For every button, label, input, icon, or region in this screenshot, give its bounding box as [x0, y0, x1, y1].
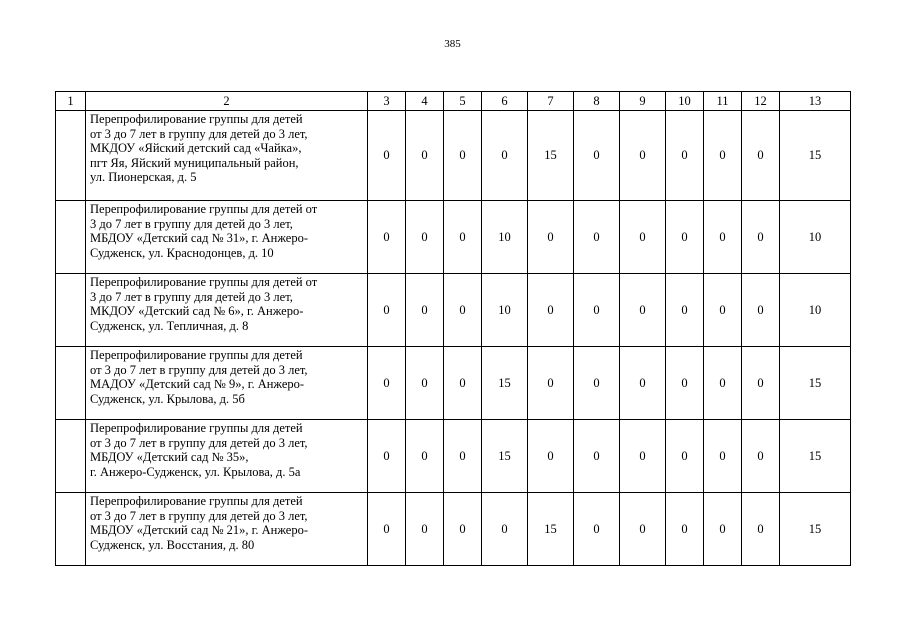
value-cell: 0 [666, 274, 704, 347]
value-cell: 0 [528, 201, 574, 274]
column-header: 1 [56, 92, 86, 111]
value-cell: 0 [528, 347, 574, 420]
value-cell: 0 [444, 111, 482, 201]
value-cell: 0 [620, 347, 666, 420]
description-line: МАДОУ «Детский сад № 9», г. Анжеро- [90, 377, 305, 392]
page-number: 385 [444, 38, 461, 50]
value-cell: 0 [406, 347, 444, 420]
row-index-cell [56, 274, 86, 347]
table-body [56, 111, 851, 566]
table-row [56, 201, 851, 274]
table-row [56, 420, 851, 493]
value-cell: 0 [742, 347, 780, 420]
value-cell: 0 [704, 420, 742, 493]
column-header: 5 [444, 92, 482, 111]
description-line: Перепрофилирование группы для детей [90, 494, 303, 508]
description-line: 3 до 7 лет в группу для детей до 3 лет, [90, 289, 293, 304]
value-cell: 0 [368, 274, 406, 347]
description-line: Перепрофилирование группы для детей [90, 112, 303, 126]
column-header: 10 [666, 92, 704, 111]
value-cell: 0 [444, 420, 482, 493]
value-cell: 0 [368, 420, 406, 493]
column-header: 12 [742, 92, 780, 111]
column-header: 2 [86, 92, 368, 111]
description-line: от 3 до 7 лет в группу для детей до 3 лет, [90, 126, 308, 141]
row-description-cell [86, 347, 368, 420]
total-cell: 15 [780, 111, 851, 201]
description-line: МБДОУ «Детский сад № 31», г. Анжеро- [90, 231, 309, 246]
total-cell: 15 [780, 493, 851, 566]
row-index-cell [56, 111, 86, 201]
description-line: Судженск, ул. Краснодонцев, д. 10 [90, 245, 274, 260]
value-cell: 0 [482, 493, 528, 566]
column-header: 6 [482, 92, 528, 111]
column-header: 4 [406, 92, 444, 111]
description-line: от 3 до 7 лет в группу для детей до 3 лет, [90, 435, 308, 450]
value-cell: 0 [666, 493, 704, 566]
row-description-cell [86, 420, 368, 493]
description-line: от 3 до 7 лет в группу для детей до 3 лет, [90, 362, 308, 377]
value-cell: 0 [406, 201, 444, 274]
description-line: Перепрофилирование группы для детей [90, 421, 303, 435]
value-cell: 0 [368, 201, 406, 274]
value-cell: 0 [368, 347, 406, 420]
column-header: 13 [780, 92, 851, 111]
value-cell: 0 [368, 493, 406, 566]
value-cell: 0 [406, 111, 444, 201]
value-cell: 0 [444, 201, 482, 274]
value-cell: 15 [482, 347, 528, 420]
value-cell: 15 [482, 420, 528, 493]
description-line: 3 до 7 лет в группу для детей до 3 лет, [90, 216, 293, 231]
description-line: МКДОУ «Яйский детский сад «Чайка», [90, 141, 302, 156]
value-cell: 0 [444, 274, 482, 347]
row-description-cell [86, 201, 368, 274]
value-cell: 0 [574, 493, 620, 566]
value-cell: 0 [704, 274, 742, 347]
value-cell: 0 [742, 111, 780, 201]
value-cell: 0 [666, 201, 704, 274]
value-cell: 0 [574, 420, 620, 493]
value-cell: 0 [620, 493, 666, 566]
column-header: 11 [704, 92, 742, 111]
value-cell: 15 [528, 493, 574, 566]
value-cell: 0 [528, 420, 574, 493]
value-cell: 0 [406, 493, 444, 566]
row-index-cell [56, 347, 86, 420]
value-cell: 0 [666, 111, 704, 201]
value-cell: 0 [620, 201, 666, 274]
column-header: 9 [620, 92, 666, 111]
value-cell: 0 [620, 274, 666, 347]
description-line: МБДОУ «Детский сад № 35», [90, 450, 249, 465]
value-cell: 0 [620, 420, 666, 493]
table-header [56, 92, 851, 111]
description-line: ул. Пионерская, д. 5 [90, 170, 197, 185]
value-cell: 0 [742, 274, 780, 347]
data-table [55, 91, 851, 566]
total-cell: 10 [780, 274, 851, 347]
description-line: Перепрофилирование группы для детей от [90, 275, 318, 289]
description-line: МКДОУ «Детский сад № 6», г. Анжеро- [90, 304, 304, 319]
table-row [56, 347, 851, 420]
table-row [56, 111, 851, 201]
value-cell: 0 [574, 201, 620, 274]
description-line: Судженск, ул. Тепличная, д. 8 [90, 318, 249, 333]
column-header: 8 [574, 92, 620, 111]
row-index-cell [56, 201, 86, 274]
row-description-cell [86, 274, 368, 347]
value-cell: 0 [574, 347, 620, 420]
column-header: 7 [528, 92, 574, 111]
description-line: пгт Яя, Яйский муниципальный район, [90, 155, 299, 170]
value-cell: 10 [482, 274, 528, 347]
description-line: Судженск, ул. Восстания, д. 80 [90, 537, 255, 552]
column-header: 3 [368, 92, 406, 111]
value-cell: 0 [704, 493, 742, 566]
value-cell: 0 [444, 347, 482, 420]
total-cell: 10 [780, 201, 851, 274]
value-cell: 15 [528, 111, 574, 201]
value-cell: 0 [704, 201, 742, 274]
value-cell: 0 [406, 274, 444, 347]
total-cell: 15 [780, 347, 851, 420]
value-cell: 0 [574, 274, 620, 347]
value-cell: 0 [444, 493, 482, 566]
description-line: г. Анжеро-Судженск, ул. Крылова, д. 5а [90, 464, 301, 479]
table-row [56, 493, 851, 566]
value-cell: 0 [482, 111, 528, 201]
value-cell: 0 [574, 111, 620, 201]
description-line: МБДОУ «Детский сад № 21», г. Анжеро- [90, 523, 309, 538]
row-index-cell [56, 493, 86, 566]
row-description-cell [86, 111, 368, 201]
value-cell: 0 [666, 420, 704, 493]
value-cell: 10 [482, 201, 528, 274]
table-row [56, 274, 851, 347]
value-cell: 0 [406, 420, 444, 493]
value-cell: 0 [368, 111, 406, 201]
header-row [56, 92, 851, 111]
value-cell: 0 [742, 493, 780, 566]
total-cell: 15 [780, 420, 851, 493]
description-line: Перепрофилирование группы для детей [90, 348, 303, 362]
description-line: от 3 до 7 лет в группу для детей до 3 лет, [90, 508, 308, 523]
value-cell: 0 [742, 201, 780, 274]
row-description-cell [86, 493, 368, 566]
value-cell: 0 [704, 347, 742, 420]
description-line: Судженск, ул. Крылова, д. 5б [90, 391, 245, 406]
value-cell: 0 [704, 111, 742, 201]
value-cell: 0 [620, 111, 666, 201]
value-cell: 0 [528, 274, 574, 347]
description-line: Перепрофилирование группы для детей от [90, 202, 318, 216]
value-cell: 0 [742, 420, 780, 493]
row-index-cell [56, 420, 86, 493]
value-cell: 0 [666, 347, 704, 420]
